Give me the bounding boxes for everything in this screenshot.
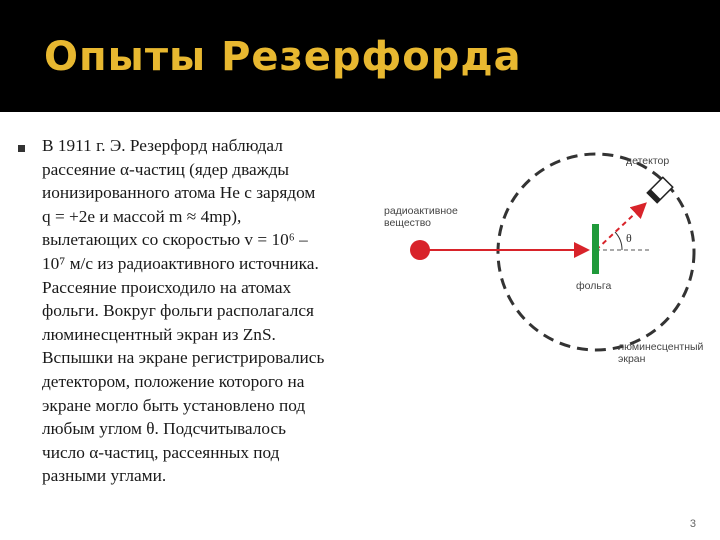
scattered-beam <box>596 205 644 250</box>
title-bar <box>0 0 720 112</box>
text-line: ионизированного атома He с зарядом <box>42 183 316 203</box>
angle-label: θ <box>626 231 632 245</box>
text-line: экране могло быть установлено под <box>42 395 306 415</box>
text-line: Вспышки на экране регистрировались <box>42 348 325 368</box>
text-line: число α-частиц, рассеянных под <box>42 442 280 462</box>
source-label-1: радиоактивное <box>384 205 458 217</box>
text-line: Рассеяние происходило на атомах <box>42 277 292 297</box>
text-line: любым углом θ. Подсчитывалось <box>42 419 286 439</box>
source-label-2: вещество <box>384 217 432 229</box>
text-line: 10⁷ м/с из радиоактивного источника. <box>42 253 319 273</box>
bullet-icon <box>18 145 25 152</box>
text-line: люминесцентный экран из ZnS. <box>42 324 276 344</box>
source-dot <box>410 240 430 260</box>
body-paragraph <box>42 134 382 488</box>
rutherford-diagram <box>360 150 720 390</box>
text-line: q = +2e и массой m ≈ 4mp), <box>42 206 242 226</box>
text-line: разными углами. <box>42 466 167 486</box>
text-line: вылетающих со скоростью v = 10⁶ – <box>42 230 308 250</box>
detector-label: детектор <box>626 155 670 167</box>
text-line: В 1911 г. Э. Резерфорд наблюдал <box>42 136 283 155</box>
screen-label-1: люминесцентный <box>618 341 704 353</box>
text-line: рассеяние α-частиц (ядер дважды <box>42 159 290 179</box>
page-number: 3 <box>689 518 696 530</box>
text-line: детектором, положение которого на <box>42 371 305 391</box>
slide-title: Опыты Резерфорда <box>44 34 522 80</box>
angle-arc <box>615 232 622 250</box>
detector-icon <box>647 177 672 202</box>
text-line: фольги. Вокруг фольги располагался <box>42 301 314 321</box>
foil-bar <box>592 224 599 274</box>
screen-label-2: экран <box>618 353 646 365</box>
foil-label: фольга <box>576 280 612 292</box>
